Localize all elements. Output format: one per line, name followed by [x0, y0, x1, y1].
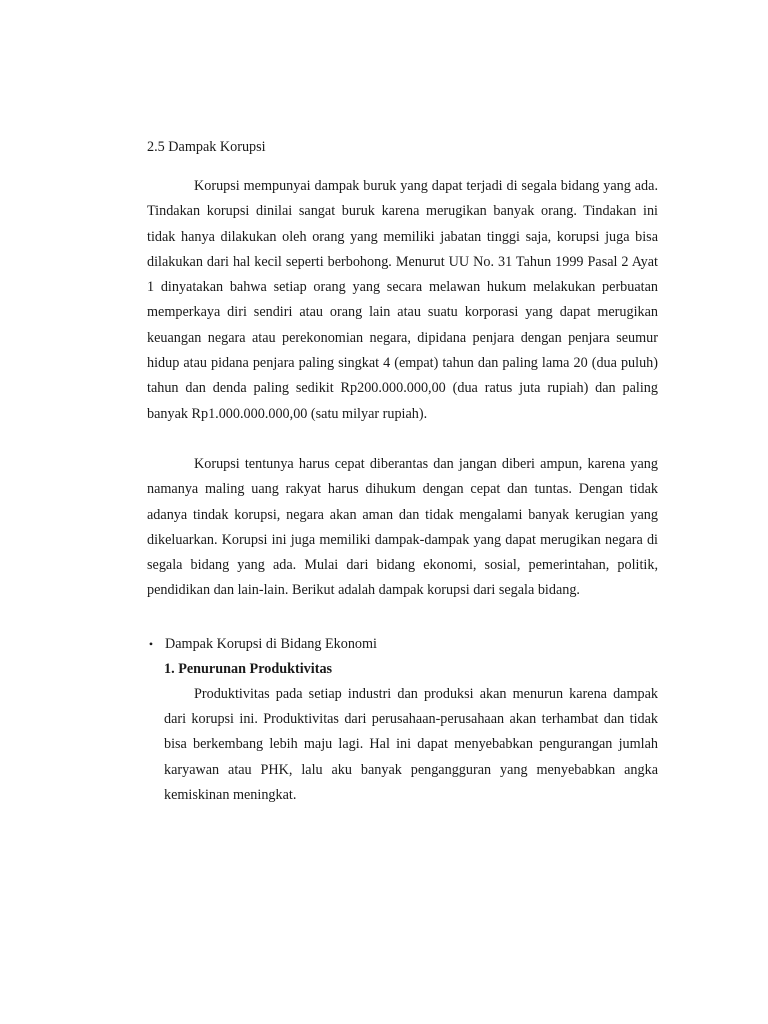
- impact-list: [147, 634, 658, 654]
- subsection-paragraph: Produktivitas pada setiap industri dan produksi akan menurun karena dampak dari korupsi ini. Produktivitas dari perusahaan-perusahaan akan terhambat dan tidak bisa berkembang lebih maju lagi. Hal ini dapat menyebabkan pengurangan jumlah karyawan atau PHK, lalu aku banyak pengangguran yang menyebabkan angka kemiskinan meningkat.: [164, 685, 658, 803]
- subsection-heading: 1. Penurunan Produktivitas: [164, 660, 333, 677]
- list-item: [147, 634, 658, 654]
- paragraph-eradication: Korupsi tentunya harus cepat diberantas dan jangan diberi ampun, karena yang namanya maling uang rakyat harus dihukum dengan cepat dan tuntas. Dengan tidak adanya tindak korupsi, negara akan aman dan tidak mengalami banyak kerugian yang dikeluarkan. Korupsi ini juga memiliki dampak-dampak yang dapat merugikan negara di segala bidang yang ada. Mulai dari bidang ekonomi, sosial, pemerintahan, politik, pendidikan dan lain-lain. Berikut adalah dampak korupsi dari segala bidang.: [147, 455, 658, 599]
- section-title: 2.5 Dampak Korupsi: [147, 139, 266, 155]
- bullet-label: Dampak Korupsi di Bidang Ekonomi: [165, 635, 378, 652]
- document-body: [147, 137, 658, 808]
- bullet-icon: •: [148, 636, 154, 651]
- paragraph-intro: Korupsi mempunyai dampak buruk yang dapat terjadi di segala bidang yang ada. Tindakan korupsi dinilai sangat buruk karena merugikan banyak orang. Tindakan ini tidak hanya dilakukan oleh orang yang memiliki jabatan tinggi saja, korupsi juga bisa dilakukan dari hal kecil seperti berbohong. Menurut UU No. 31 Tahun 1999 Pasal 2 Ayat 1 dinyatakan bahwa setiap orang yang secara melawan hukum melakukan perbuatan memperkaya diri sendiri atau orang lain atau suatu korporasi yang dapat merugikan keuangan negara atau perekonomian negara, dipidana penjara dengan penjara seumur hidup atau pidana penjara paling singkat 4 (empat) tahun dan paling lama 20 (dua puluh) tahun dan denda paling sedikit Rp200.000.000,00 (dua ratus juta rupiah) dan paling banyak Rp1.000.000.000,00 (satu milyar rupiah).: [147, 178, 658, 422]
